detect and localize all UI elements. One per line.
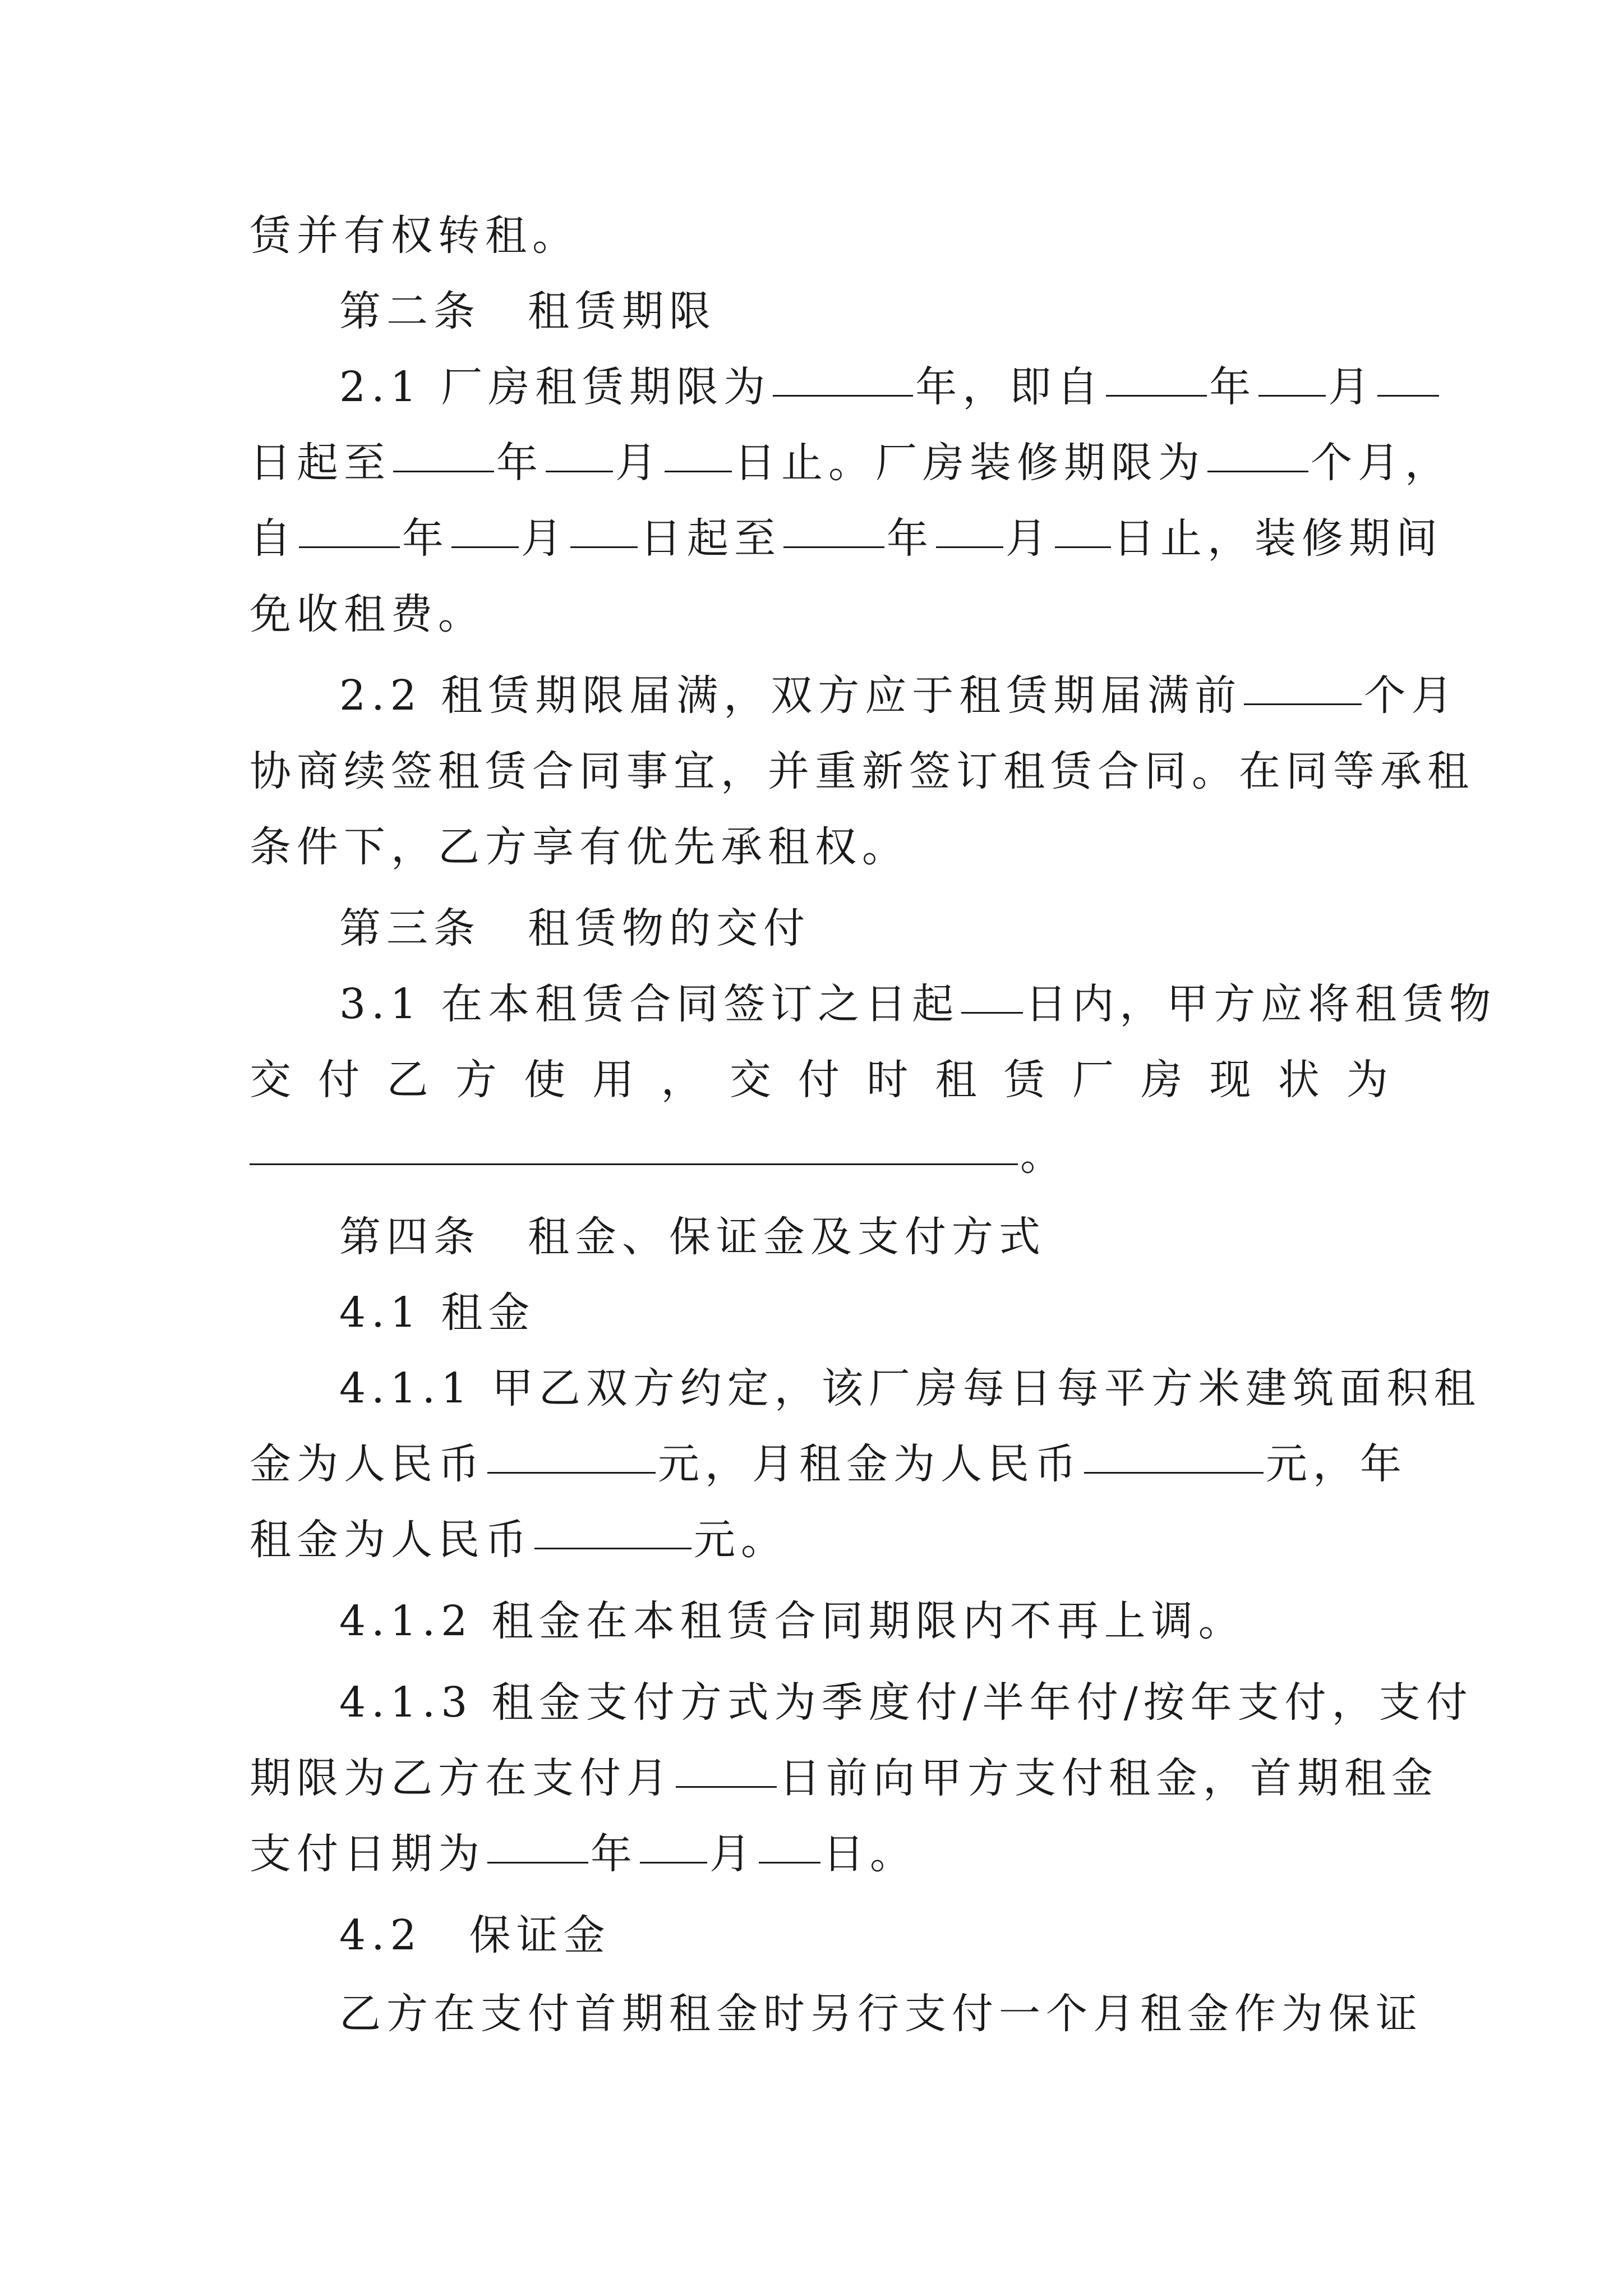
section-heading-2: 第二条 租赁期限 xyxy=(339,287,716,335)
fill-blank xyxy=(773,359,913,397)
fill-blank xyxy=(783,510,884,548)
clause-4-1-1-line-3: 租金为人民币 元。 xyxy=(250,1512,1388,1568)
text-line: 4.1.2 租金在本租赁合同期限内不再上调。 xyxy=(339,1597,1246,1645)
fill-blank xyxy=(487,1826,588,1864)
text-line: 乙方在支付首期租金时另行支付一个月租金作为保证 xyxy=(339,1990,1423,2038)
clause-3-1-line-3: 。 xyxy=(250,1128,1388,1184)
clause-2-1-line-3: 自 年 月 日起至 年 月 日止，装修期间 xyxy=(250,510,1388,567)
clause-4-1-3-line-3: 支付日期为 年 月 日。 xyxy=(250,1826,1388,1882)
fill-blank xyxy=(250,1128,1018,1165)
fill-blank xyxy=(1055,510,1111,548)
fill-blank xyxy=(936,510,1003,548)
fill-blank xyxy=(665,435,732,472)
fill-blank xyxy=(487,1436,656,1474)
fill-blank xyxy=(299,510,400,548)
text-line: 赁并有权转租。 xyxy=(250,211,579,260)
text-line: 4.1.1 甲乙双方约定，该厂房每日每平方米建筑面积租 xyxy=(339,1364,1481,1412)
fill-blank xyxy=(759,1826,820,1864)
fill-blank xyxy=(640,1826,707,1864)
fill-blank xyxy=(534,1512,691,1549)
fill-blank xyxy=(1258,359,1326,397)
fill-blank xyxy=(676,1750,777,1788)
fill-blank xyxy=(1377,359,1439,397)
subsection-heading-4-1: 4.1 租金 xyxy=(339,1289,536,1337)
clause-2-1-line-1: 2.1 厂房租赁期限为 年，即自 年 月 xyxy=(339,359,1388,415)
section-heading-3: 第三条 租赁物的交付 xyxy=(339,904,810,953)
clause-4-1-1-line-2: 金为人民币 元，月租金为人民币 元，年 xyxy=(250,1436,1388,1492)
clause-2-2-line-1: 2.2 租赁期限届满，双方应于租赁期届满前 个月 xyxy=(339,668,1388,724)
fill-blank xyxy=(1106,359,1207,397)
clause-2-1-line-2: 日起至 年 月 日止。厂房装修期限为 个月， xyxy=(250,435,1388,491)
text-line: 4.1.3 租金支付方式为季度付/半年付/按年支付，支付 xyxy=(339,1678,1473,1727)
fill-blank xyxy=(961,976,1023,1014)
text-line: 条件下，乙方享有优先承租权。 xyxy=(250,823,909,871)
text-line: 免收租费。 xyxy=(250,590,485,638)
fill-blank xyxy=(570,510,638,548)
fill-blank xyxy=(1244,668,1362,705)
section-heading-4: 第四条 租金、保证金及支付方式 xyxy=(339,1213,1046,1261)
clause-4-1-3-line-2: 期限为乙方在支付月 日前向甲方支付租金，首期租金 xyxy=(250,1750,1388,1806)
text-line: 协商续签租赁合同事宜，并重新签订租赁合同。在同等承租 xyxy=(250,747,1474,795)
fill-blank xyxy=(451,510,519,548)
fill-blank xyxy=(1207,435,1308,472)
fill-blank xyxy=(546,435,613,472)
clause-3-1-line-1: 3.1 在本租赁合同签订之日起 日内，甲方应将租赁物 xyxy=(339,976,1388,1032)
subsection-heading-4-2: 4.2 保证金 xyxy=(339,1911,611,1959)
clause-3-1-line-2: 交 付 乙 方 使 用 ， 交 付 时 租 赁 厂 房 现 状 为 xyxy=(250,1056,1388,1104)
fill-blank xyxy=(393,435,494,472)
fill-blank xyxy=(1084,1436,1264,1474)
